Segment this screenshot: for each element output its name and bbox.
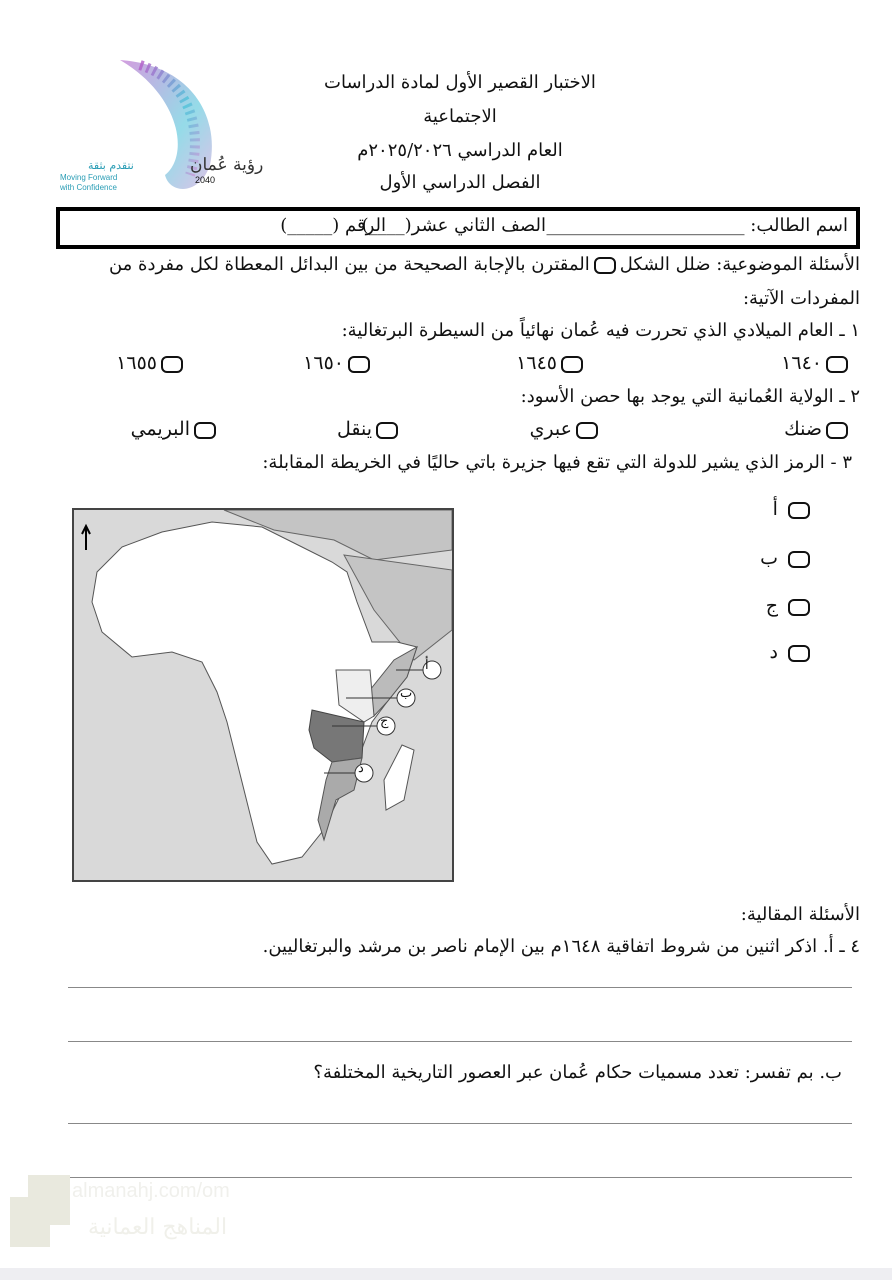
answer-line[interactable]	[68, 987, 852, 988]
map-label-c: ج	[380, 714, 389, 729]
answer-line[interactable]	[68, 1041, 852, 1042]
hexagon-radio-icon[interactable]	[826, 356, 848, 373]
student-name-field[interactable]: اسم الطالب: ______________________	[546, 215, 848, 236]
madagascar	[384, 745, 414, 810]
q2-option-2[interactable]: عبري	[530, 418, 602, 440]
hexagon-radio-icon[interactable]	[161, 356, 183, 373]
q2-option-1[interactable]: ضنك	[784, 418, 852, 440]
question-4b: ب. بم تفسر: تعدد مسميات حكام عُمان عبر العصور التاريخية المختلفة؟	[313, 1062, 842, 1083]
question-1: ١ ـ العام الميلادي الذي تحررت فيه عُمان نهائياً من السيطرة البرتغالية:	[341, 320, 860, 341]
logo-slogan-ar: نتقدم بثقة	[88, 159, 134, 172]
watermark-url: almanahj.com/om	[72, 1180, 230, 1202]
essay-heading: الأسئلة المقالية:	[740, 904, 860, 925]
q1-option-3[interactable]: ١٦٥٠	[303, 352, 374, 374]
watermark-name: المناهج العمانية	[88, 1215, 228, 1240]
question-4a: ٤ ـ أ. اذكر اثنين من شروط اتفاقية ١٦٤٨م بين الإمام ناصر بن مرشد والبرتغاليين.	[262, 936, 860, 957]
academic-year: العام الدراسي ٢٠٢٥/٢٠٢٦م	[357, 140, 563, 161]
q1-option-2[interactable]: ١٦٤٥	[516, 352, 587, 374]
hexagon-radio-icon[interactable]	[788, 551, 810, 568]
logo-slogan-en2: with Confidence	[60, 183, 117, 192]
question-3: ٣ - الرمز الذي يشير للدولة التي تقع فيها جزيرة باتي حاليًا في الخريطة المقابلة:	[262, 452, 852, 473]
hexagon-radio-icon[interactable]	[194, 422, 216, 439]
hexagon-radio-icon[interactable]	[788, 502, 810, 519]
q3-option-2[interactable]: ب	[760, 547, 814, 569]
hexagon-radio-icon[interactable]	[826, 422, 848, 439]
objective-instructions	[109, 254, 860, 275]
student-number-field[interactable]: الرقم (_____)	[280, 215, 386, 236]
hexagon-radio-icon[interactable]	[788, 645, 810, 662]
hexagon-radio-icon[interactable]	[348, 356, 370, 373]
exam-subject: الاجتماعية	[423, 106, 497, 127]
q2-option-3[interactable]: ينقل	[337, 418, 402, 440]
answer-line[interactable]	[68, 1177, 852, 1178]
student-info-box	[56, 207, 860, 249]
oman-vision-2040-logo	[50, 55, 280, 205]
q1-option-4[interactable]: ١٦٥٥	[116, 352, 187, 374]
hexagon-radio-icon[interactable]	[561, 356, 583, 373]
hexagon-radio-icon[interactable]	[576, 422, 598, 439]
watermark-logo-block	[10, 1197, 50, 1247]
africa-map	[72, 508, 454, 882]
logo-year: 2040	[195, 175, 216, 185]
north-arrow-icon	[82, 526, 90, 550]
bottom-bar	[0, 1268, 892, 1280]
semester: الفصل الدراسي الأول	[379, 172, 541, 193]
question-2: ٢ ـ الولاية العُمانية التي يوجد بها حصن الأسود:	[520, 386, 860, 407]
logo-text: رؤية عُمان	[190, 155, 264, 175]
instructions-part-a: الأسئلة الموضوعية: ضلل الشكل	[619, 254, 860, 275]
map-label-b: ب	[400, 686, 413, 701]
hexagon-radio-icon[interactable]	[788, 599, 810, 616]
exam-title: الاختبار القصير الأول لمادة الدراسات	[324, 72, 596, 93]
hexagon-icon	[594, 257, 616, 274]
answer-line[interactable]	[68, 1123, 852, 1124]
hexagon-radio-icon[interactable]	[376, 422, 398, 439]
q2-option-4[interactable]: البريمي	[131, 418, 220, 440]
map-label-a: أ	[425, 658, 429, 673]
logo-slogan-en1: Moving Forward	[60, 173, 118, 182]
q3-option-3[interactable]: ج	[766, 595, 814, 617]
map-label-d: د	[358, 761, 364, 776]
q1-option-1[interactable]: ١٦٤٠	[781, 352, 852, 374]
instructions-part-c: المفردات الآتية:	[742, 288, 860, 309]
instructions-part-b: المقترن بالإجابة الصحيحة من بين البدائل المعطاة لكل مفردة من	[108, 254, 590, 275]
q3-option-1[interactable]: أ	[773, 498, 814, 520]
student-class-field[interactable]: الصف الثاني عشر(____)	[361, 215, 546, 236]
q3-option-4[interactable]: د	[769, 641, 814, 663]
